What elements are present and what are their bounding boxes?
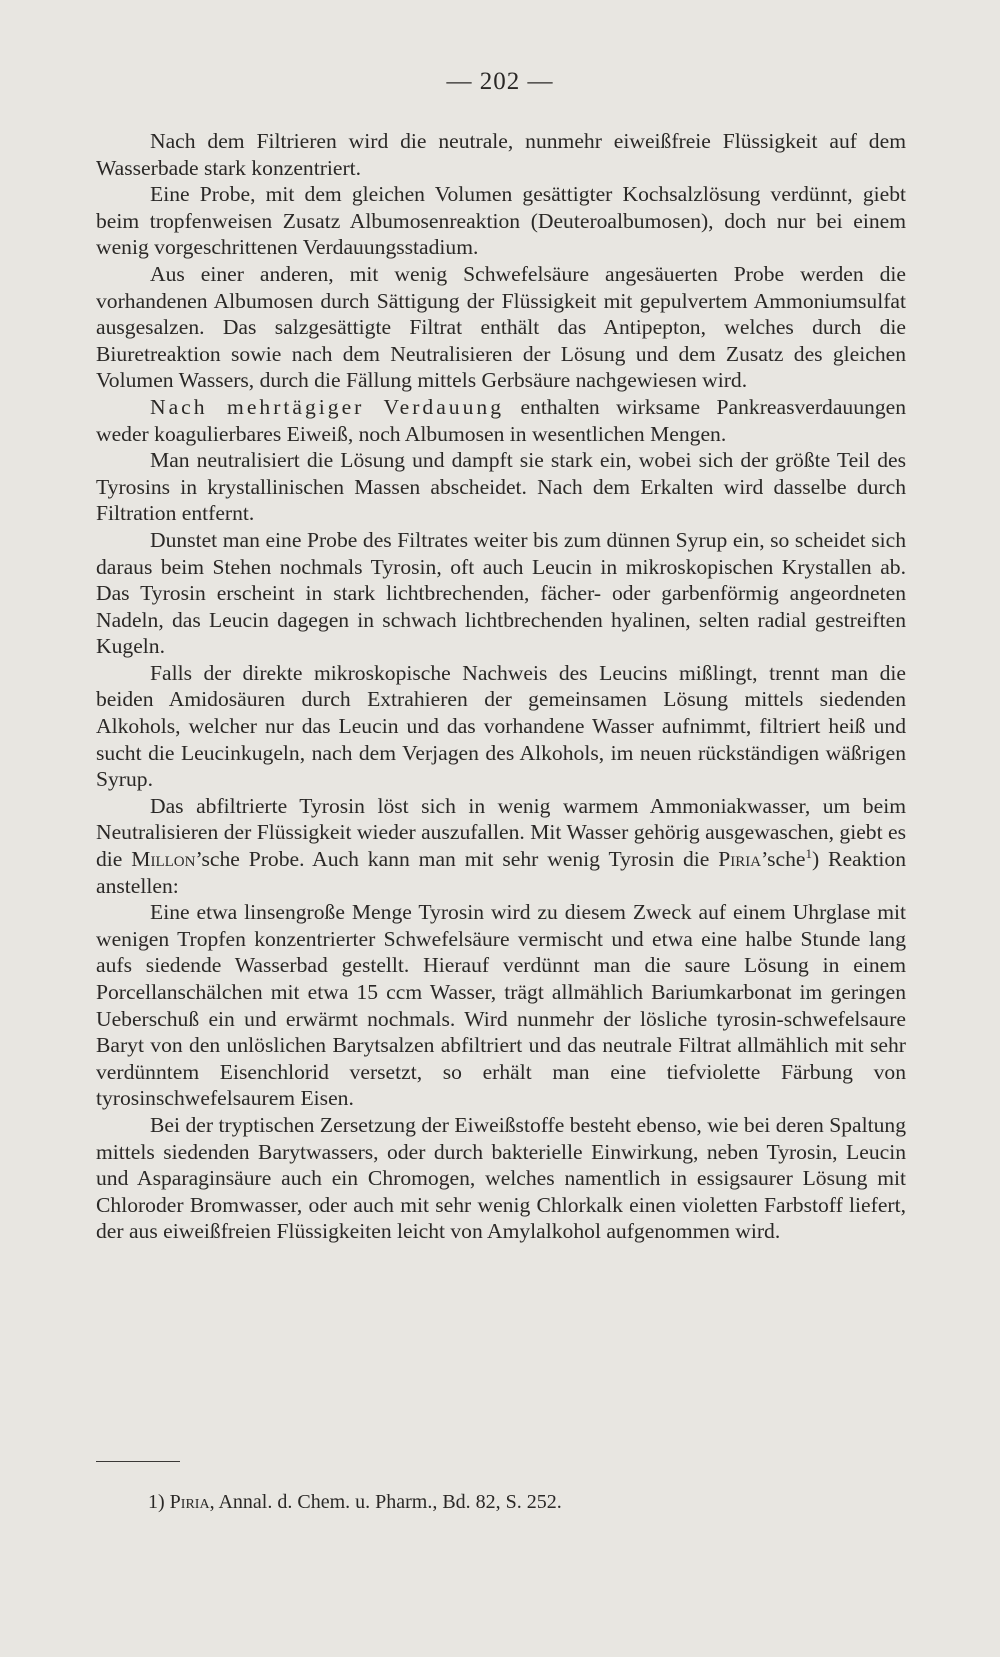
footnote-divider bbox=[96, 1461, 180, 1462]
paragraph: Bei der tryptischen Zersetzung der Eiweißstoffe besteht ebenso, wie bei deren Spaltung mittels siedenden Barytwassers, oder durch bakterielle Einwirkung, neben Tyrosin, Leucin und Asparaginsäure auch ein Chromogen, welches namentlich in essigsaurer Lösung mit Chloroder Bromwasser, oder auch mit sehr wenig Chlorkalk einen violetten Farbstoff liefert, der aus eiweißfreien Flüssigkeiten leicht von Amylalkohol aufgenommen wird. bbox=[96, 1112, 906, 1244]
footnote-reference[interactable]: 1 bbox=[805, 845, 812, 861]
paragraph-text: enthalten wirksame Pankreasverdauungen weder koagulierbares Eiweiß, noch Albumosen in wesentlichen Mengen. bbox=[96, 394, 906, 446]
spaced-emphasis: Nach mehrtägiger Verdauung bbox=[150, 394, 504, 419]
paragraph: Dunstet man eine Probe des Filtrates weiter bis zum dünnen Syrup ein, so scheidet sich daraus beim Stehen nochmals Tyrosin, oft auch Leucin in mikroskopischen Krystallen ab. Das Tyrosin erscheint in stark lichtbrechenden, fächer- oder garbenförmig angeordneten Nadeln, das Leucin dagegen in schwach lichtbrechenden hyalinen, selten radial gestreiften Kugeln. bbox=[96, 527, 906, 659]
page-number: — 202 — bbox=[446, 68, 554, 95]
paragraph-text: ) Reaktion anstellen: bbox=[96, 847, 907, 898]
paragraph-text: Das abfiltrierte Tyrosin löst sich in wenig warmem Ammoniakwasser, um beim Neutralisieren der Flüssigkeit wieder auszufallen. Mit Wasser gehörig ausgewaschen, giebt es die bbox=[96, 793, 906, 872]
paragraph-text: ’sche Probe. Auch kann man mit sehr wenig Tyrosin die bbox=[195, 847, 719, 872]
body-text bbox=[96, 128, 906, 1245]
paragraph: Nach dem Filtrieren wird die neutrale, nunmehr eiweißfreie Flüssigkeit auf dem Wasserbade stark konzentriert. bbox=[96, 129, 906, 180]
paragraph: Eine etwa linsengroße Menge Tyrosin wird zu diesem Zweck auf einem Uhrglase mit wenigen Tropfen konzentrierter Schwefelsäure vermischt und etwa eine halbe Stunde lang aufs siedende Wasserbad gestellt. Hierauf verdünnt man die saure Lösung in einem Porcellanschälchen mit etwa 15 ccm Wasser, trägt allmählich Bariumkarbonat im geringen Ueberschuß ein und erwärmt nochmals. Wird nunmehr der lösliche tyrosin-schwefelsaure Baryt von den unlöslichen Barytsalzen abfiltriert und das neutrale Filtrat allmählich mit sehr verdünntem Eisenchlorid versetzt, so erhält man eine tiefviolette Färbung von tyrosinschwefelsaurem Eisen. bbox=[96, 900, 906, 1111]
paragraph: Aus einer anderen, mit wenig Schwefelsäure angesäuerten Probe werden die vorhandenen Albumosen durch Sättigung der Flüssigkeit mit gepulvertem Ammoniumsulfat ausgesalzen. Das salzgesättigte Filtrat enthält das Antipepton, welches durch die Biuretreaktion sowie nach dem Neutralisieren der Lösung und dem Zusatz des gleichen Volumen Wassers, durch die Fällung mittels Gerbsäure nachgewiesen wird. bbox=[96, 261, 906, 393]
author-name-piria: Piria bbox=[718, 847, 762, 872]
footnote-author: Piria bbox=[169, 1491, 210, 1513]
footnote-text: , Annal. d. Chem. u. Pharm., Bd. 82, S. 252. bbox=[209, 1491, 562, 1513]
paragraph-text: ’sche bbox=[761, 847, 806, 872]
footnote-marker: 1) bbox=[148, 1491, 165, 1513]
paragraph bbox=[96, 394, 906, 447]
paragraph: Man neutralisiert die Lösung und dampft sie stark ein, wobei sich der größte Teil des Tyrosins in krystallinischen Massen abscheidet. Nach dem Erkalten wird dasselbe durch Filtration entfernt. bbox=[96, 448, 906, 526]
author-name-millon: Millon bbox=[131, 847, 196, 872]
paragraph: Falls der direkte mikroskopische Nachweis des Leucins mißlingt, trennt man die beiden Amidosäuren durch Extrahieren der gemeinsamen Lösung mittels siedenden Alkohols, welcher nur das Leucin und das vorhandene Wasser aufnimmt, filtriert heiß und sucht die Leucinkugeln, nach dem Verjagen des Alkohols, im neuen rückständigen wäßrigen Syrup. bbox=[96, 660, 906, 792]
paragraph bbox=[96, 793, 906, 899]
paragraph: Eine Probe, mit dem gleichen Volumen gesättigter Kochsalzlösung verdünnt, giebt beim tropfenweisen Zusatz Albumosenreaktion (Deuteroalbumosen), doch nur bei einem wenig vorgeschrittenen Verdauungsstadium. bbox=[96, 182, 906, 260]
footnote bbox=[148, 1490, 848, 1514]
